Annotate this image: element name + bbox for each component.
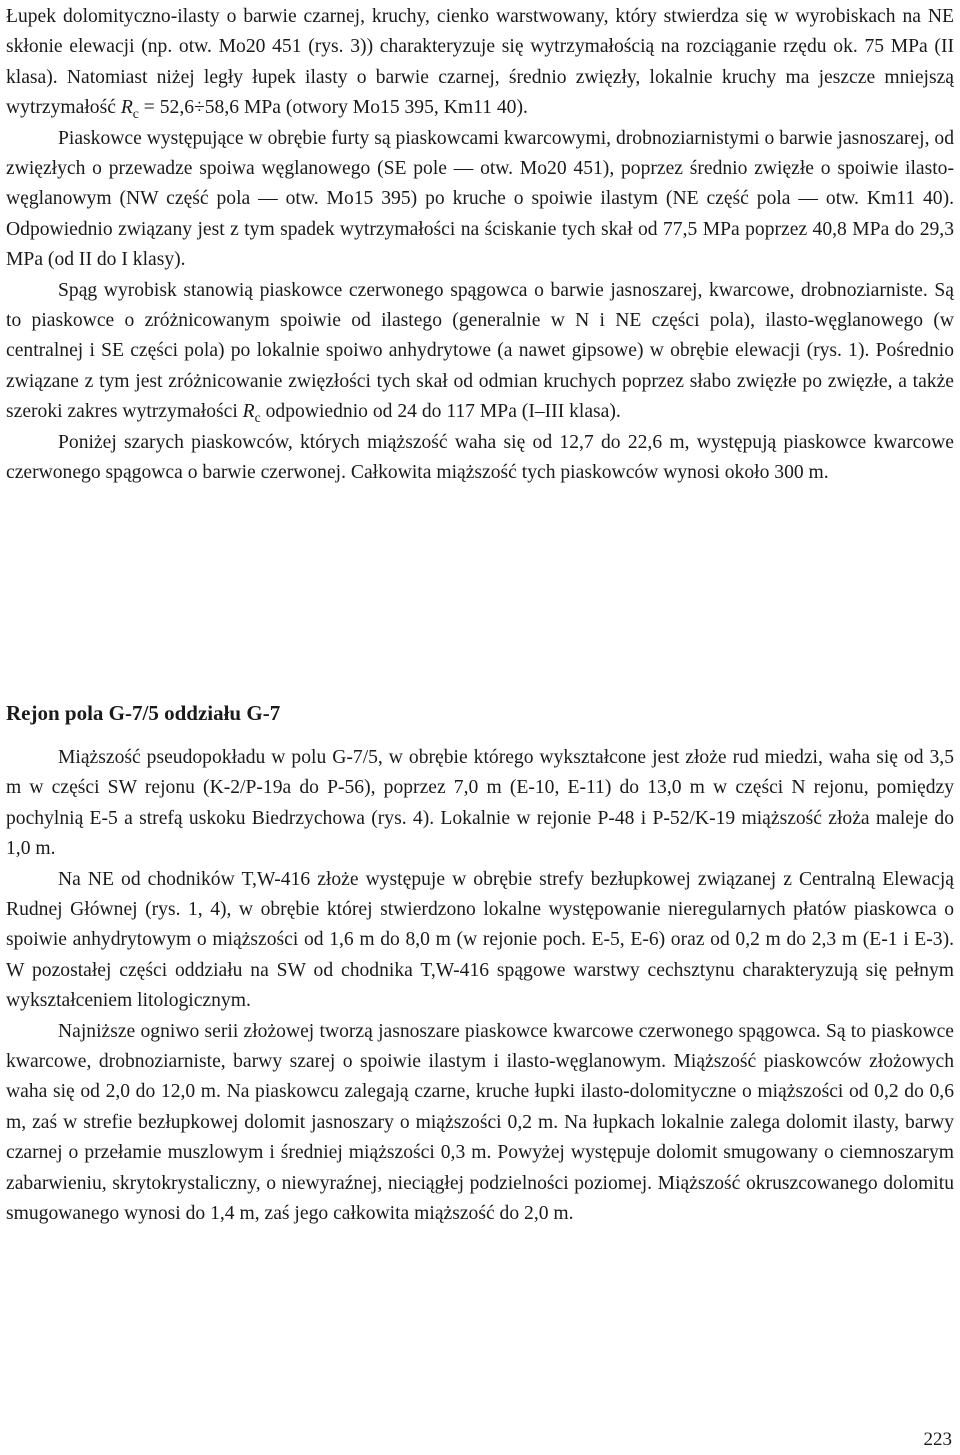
paragraph: Na NE od chodników T,W-416 złoże występuje w obrębie strefy bezłupkowej związanej z Centralną Elewacją Rudnej Głównej (rys. 1, 4), w obrębie której stwierdzono lokalne występowanie nieregularnych płatów piaskowca o spoiwie anhydrytowym o miąższości od 1,6 m do 8,0 m (w rejonie poch. E-5, E-6) oraz od 0,2 m do 2,3 m (E-1 i E-3). W pozostałej części oddziału na SW od chodnika T,W-416 spągowe warstwy cechsztynu charakteryzują się pełnym wykształceniem litologicznym. xyxy=(6,868,954,1012)
section-2-text xyxy=(6,743,954,1230)
paragraph: Najniższe ogniwo serii złożowej tworzą jasnoszare piaskowce kwarcowe czerwonego spągowca. Są to piaskowce kwarcowe, drobnoziarniste, barwy szarej o spoiwie ilastym i ilasto-węglanowym. Miąższość piaskowców złożowych waha się od 2,0 do 12,0 m. Na piaskowcu zalegają czarne, kruche łupki ilasto-dolomityczne o miąższości od 0,2 do 0,6 m, zaś w strefie bezłupkowej dolomit jasnoszary o miąższości 0,2 m. Na łupkach lokalnie zalega dolomit ilasty, barwy czarnej o przełamie muszlowym i średniej miąższości 0,3 m. Powyżej występuje dolomit smugowany o ciemnoszarym zabarwieniu, skrytokrystaliczny, o niewyraźnej, nieciągłej podzielności poziomej. Miąższość okruszcowanego dolomitu smugowanego wynosi do 1,4 m, zaś jego całkowita miąższość do 2,0 m. xyxy=(6,1020,954,1225)
paragraph-text: Łupek dolomityczno-ilasty o barwie czarnej, kruchy, cienko warstwowany, który stwierdza się w wyrobiskach na NE skłonie elewacji (np. otw. Mo20 451 (rys. 3)) charakteryzuje się wytrzymałością na rozciąganie rzędu ok. 75 MPa (II klasa). Natomiast niżej legły łupek ilasty o barwie czarnej, średnio zwięzły, lokalnie kruchy ma jeszcze mniejszą wytrzymałość xyxy=(6,6,954,119)
section-heading: Rejon pola G-7/5 oddziału G-7 xyxy=(6,701,281,725)
page-number: 223 xyxy=(923,1429,952,1450)
paragraph xyxy=(6,2,954,124)
rc-subscript: c xyxy=(132,106,139,122)
rc-symbol: R xyxy=(120,97,133,119)
rc-subscript: c xyxy=(254,410,261,426)
paragraph-text: = 52,6÷58,6 MPa (otwory Mo15 395, Km11 40). xyxy=(138,97,528,119)
paragraph: Miąższość pseudopokładu w polu G-7/5, w obrębie którego wykształcone jest złoże rud miedzi, waha się od 3,5 m w części SW rejonu (K-2/P-19a do P-56), poprzez 7,0 m (E-10, E-11) do 13,0 m w części N rejonu, pomiędzy pochylnią E-5 a strefą uskoku Biedrzychowa (rys. 4). Lokalnie w rejonie P-48 i P-52/K-19 miąższość złoża maleje do 1,0 m. xyxy=(6,747,954,860)
paragraph xyxy=(6,276,954,428)
section-1-text xyxy=(6,2,954,489)
paragraph: Piaskowce występujące w obrębie furty są piaskowcami kwarcowymi, drobnoziarnistymi o barwie jasnoszarej, od zwięzłych o przewadze spoiwa węglanowego (SE pole — otw. Mo20 451), poprzez średnio zwięzłe o spoiwie ilasto-węglanowym (NW część pola — otw. Mo15 395) po kruche o spoiwie ilastym (NE część pola — otw. Km11 40). Odpowiednio związany jest z tym spadek wytrzymałości na ściskanie tych skał od 77,5 MPa poprzez 40,8 MPa do 29,3 MPa (od II do I klasy). xyxy=(6,127,954,271)
paragraph-text: odpowiednio od 24 do 117 MPa (I–III klasa). xyxy=(260,401,621,423)
paragraph: Poniżej szarych piaskowców, których miąższość waha się od 12,7 do 22,6 m, występują piaskowce kwarcowe czerwonego spągowca o barwie czerwonej. Całkowita miąższość tych piaskowców wynosi około 300 m. xyxy=(6,431,954,484)
rc-symbol: R xyxy=(242,401,255,423)
paragraph-text: Spąg wyrobisk stanowią piaskowce czerwonego spągowca o barwie jasnoszarej, kwarcowe, drobnoziarniste. Są to piaskowce o zróżnicowanym spoiwie od ilastego (generalnie w N i NE części pola), ilasto-węglanowego (w centralnej i SE części pola) po lokalnie spoiwo anhydrytowe (a nawet gipsowe) w obrębie elewacji (rys. 1). Pośrednio związane z tym jest zróżnicowanie zwięzłości tych skał od odmian kruchych poprzez słabo zwięzłe po zwięzłe, a także szeroki zakres wytrzymałości xyxy=(6,279,954,423)
